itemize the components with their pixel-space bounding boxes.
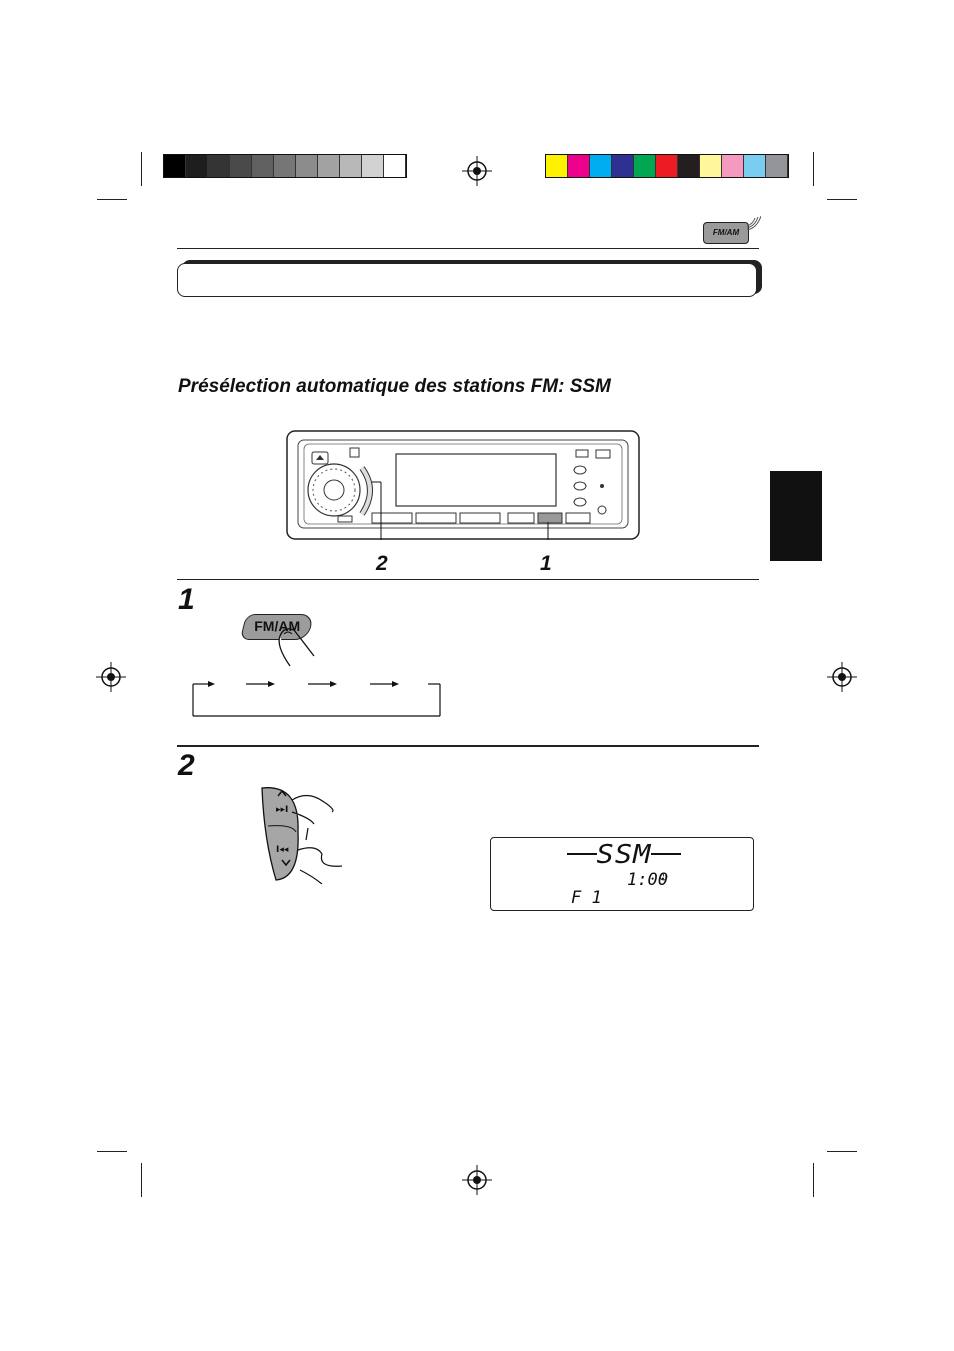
ssm-dashes-right [651,852,681,856]
crop-mark [827,1151,857,1152]
callout-number-1: 1 [540,552,552,575]
registration-target-icon [462,156,492,186]
step-number-1: 1 [178,583,195,616]
gray-swatch [362,155,384,177]
ssm-dashes-left [567,852,597,856]
gray-swatch [208,155,230,177]
registration-target-icon [462,1165,492,1195]
color-swatch [744,155,766,177]
step1-rule [177,579,759,580]
gray-swatch [186,155,208,177]
finger-press-icon [270,622,320,670]
crop-mark [141,1163,142,1197]
step2-rule [177,745,759,747]
header-rule [177,248,759,249]
car-radio-diagram [286,430,640,540]
color-swatch [612,155,634,177]
color-swatch [568,155,590,177]
crop-mark [141,152,142,186]
grayscale-calibration-bar [163,154,407,178]
color-swatch [678,155,700,177]
color-calibration-bar [545,154,789,178]
gray-swatch [296,155,318,177]
signal-waves-icon [745,214,761,230]
color-swatch [766,155,788,177]
tuning-buttons-press-icon [252,780,352,884]
band-cycle-diagram [190,678,446,720]
color-swatch [634,155,656,177]
color-swatch [722,155,744,177]
gray-swatch [384,155,406,177]
gray-swatch [230,155,252,177]
gray-swatch [164,155,186,177]
step-number-2: 2 [178,749,195,782]
fm-am-badge [703,222,749,244]
callout-number-2: 2 [376,552,388,575]
lcd-display-panel [490,837,754,911]
section-title-bar [177,263,757,297]
crop-mark [813,152,814,186]
registration-target-icon [96,662,126,692]
crop-mark [813,1163,814,1197]
clock-readout: 1:00 [627,870,668,890]
color-swatch [700,155,722,177]
clock-icon [659,872,668,881]
svg-text:I◂◂: I◂◂ [276,845,289,855]
color-swatch [656,155,678,177]
band-readout: F 1 [571,888,602,908]
crop-mark [97,1151,127,1152]
crop-mark [827,199,857,200]
color-swatch [546,155,568,177]
gray-swatch [252,155,274,177]
registration-target-icon [827,662,857,692]
gray-swatch [274,155,296,177]
color-swatch [590,155,612,177]
svg-text:▸▸I: ▸▸I [276,805,289,815]
crop-mark [97,199,127,200]
gray-swatch [340,155,362,177]
fm-am-badge-label: FM/AM [712,228,740,237]
fm-am-button-label: FM/AM [254,618,301,634]
gray-swatch [318,155,340,177]
section-subtitle: Présélection automatique des stations FM: SSM [178,376,611,397]
ssm-indicator: SSM [596,840,652,870]
language-side-tab [770,471,822,561]
